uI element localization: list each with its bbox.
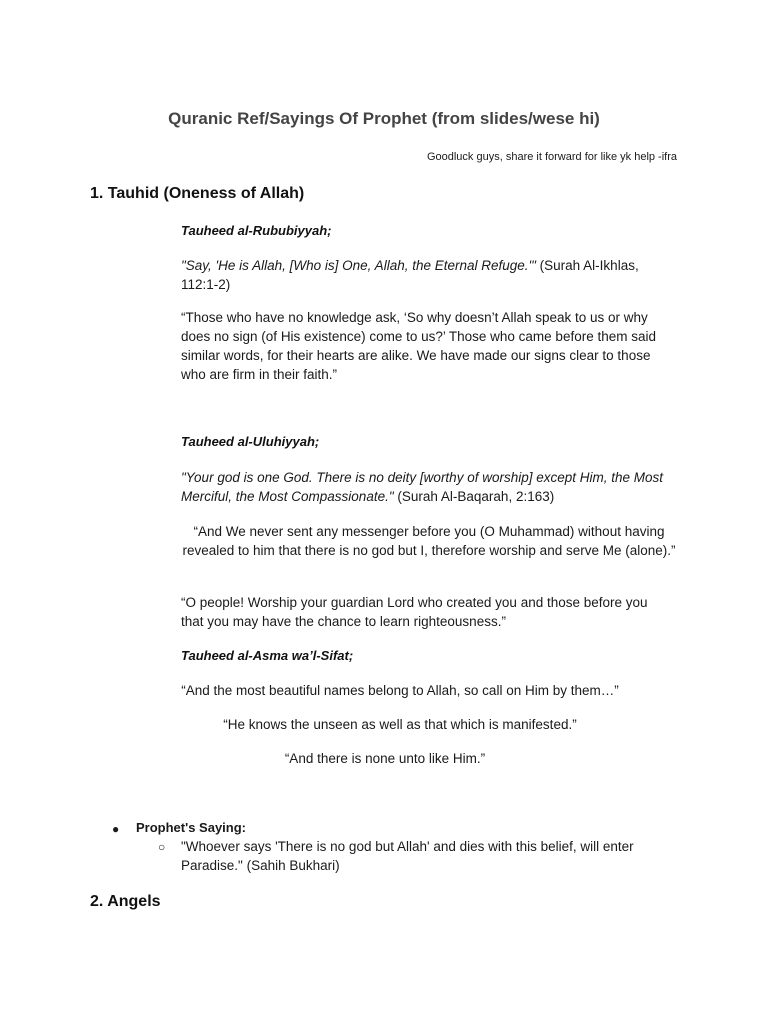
ref-baqarah: (Surah Al-Baqarah, 2:163) [393,489,555,504]
bullet-marker: ● [112,822,120,836]
paragraph-messenger: “And We never sent any messenger before you (O Muhammad) without having revealed to him that there is no god but I, therefore worship and serve Me (alone).” [182,524,676,558]
bullet-label-prophet-saying: Prophet's Saying: [136,820,246,835]
quote-baqarah: "Your god is one God. There is no deity [worthy of worship] except Him, the Most Merciful, the Most Compassionate." [181,470,664,504]
paragraph-baqarah [181,468,677,506]
sub-bullet-marker: ○ [158,840,166,854]
quote-ikhlas: "Say, 'He is Allah, [Who is] One, Allah, the Eternal Refuge.'" [181,258,536,273]
document-title: Quranic Ref/Sayings Of Prophet (from slides/wese hi) [168,109,600,128]
ref-ikhlas: (Surah Al-Ikhlas, 112:1-2) [181,258,639,292]
subheading-uluhiyyah: Tauheed al-Uluhiyyah; [181,434,320,449]
paragraph-beautiful-names: “And the most beautiful names belong to Allah, so call on Him by them…” [181,683,619,698]
section-heading-tauhid: 1. Tauhid (Oneness of Allah) [90,185,305,202]
subheading-rububiyyah: Tauheed al-Rububiyyah; [181,223,332,238]
paragraph-none-like-him: “And there is none unto like Him.” [284,751,486,766]
paragraph-hadith: "Whoever says 'There is no god but Allah' and dies with this belief, will enter Paradise." (Sahih Bukhari) [181,839,634,873]
paragraph-o-people: “O people! Worship your guardian Lord who created you and those before you that you may have the chance to learn righteousness.” [181,595,648,629]
paragraph-unseen: “He knows the unseen as well as that which is manifested.” [223,717,577,732]
paragraph-ikhlas [181,256,661,294]
subheading-asma-sifat: Tauheed al-Asma wa’l-Sifat; [181,648,354,663]
paragraph-no-knowledge: “Those who have no knowledge ask, ‘So why doesn’t Allah speak to us or why does no sign (of His existence) come to us?’ Those who came before them said similar words, for their hearts are alike. We have made our signs clear to those who are firm in their faith.” [181,310,656,382]
section-heading-angels: 2. Angels [90,893,161,910]
credit-line: Goodluck guys, share it forward for like yk help -ifra [426,151,677,163]
